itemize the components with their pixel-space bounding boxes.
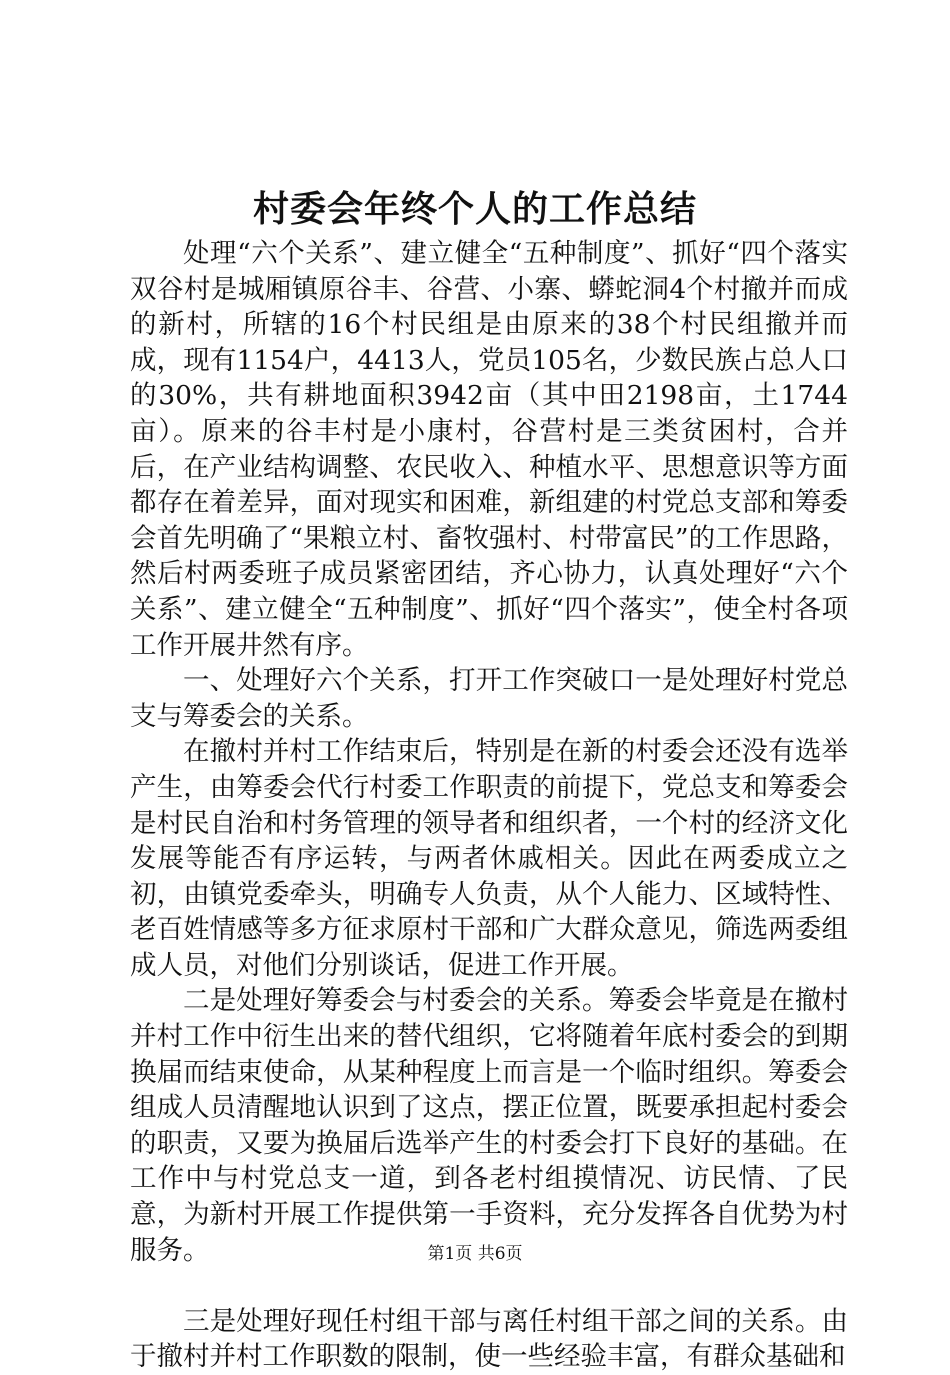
paragraph-cadre-relations: 三是处理好现任村组干部与离任村组干部之间的关系。由于撤村并村工作职数的限制，使一些经验丰富，有群众基础和 — [130, 1305, 848, 1373]
paragraph-committee-relations: 二是处理好筹委会与村委会的关系。筹委会毕竟是在撤村并村工作中衍生出来的替代组织，它将随着年底村委会的到期换届而结束使命，从某种程度上而言是一个临时组织。筹委会组成人员清醒地认识到了这点，摆正位置，既要承担起村委会的职责，又要为换届后选举产生的村委会打下良好的基础。在工作中与村党总支一道，到各老村组摸情况、访民情、了民意，为新村开展工作提供第一手资料，充分发挥各自优势为村服务。 — [130, 985, 848, 1266]
page-indicator: 第1页 共6页 — [427, 1244, 523, 1264]
document-title: 村委会年终个人的工作总结 — [252, 188, 697, 230]
paragraph-section-one: 一、处理好六个关系，打开工作突破口一是处理好村党总支与筹委会的关系。 — [130, 665, 848, 732]
paragraph-intro: 处理“六个关系”、建立健全“五种制度”、抓好“四个落实双谷村是城厢镇原谷丰、谷营、小寨、蟒蛇洞4个村撤并而成的新村，所辖的16个村民组是由原来的38个村民组撤并而成，现有1154户，4413人，党员105名，少数民族占总人口的30%，共有耕地面积3942亩（其中田2198亩，土1744亩）。原来的谷丰村是小康村，谷营村是三类贫困村，合并后，在产业结构调整、农民收入、种植水平、思想意识等方面都存在着差异，面对现实和困难，新组建的村党总支部和筹委会首先明确了“果粮立村、畜牧强村、村带富民”的工作思路，然后村两委班子成员紧密团结，齐心协力，认真处理好“六个关系”、建立健全“五种制度”、抓好“四个落实”，使全村各项工作开展井然有序。 — [130, 238, 848, 661]
document-body — [130, 236, 848, 1375]
paragraph-party-and-committee: 在撤村并村工作结束后，特别是在新的村委会还没有选举产生，由筹委会代行村委工作职责的前提下，党总支和筹委会是村民自治和村务管理的领导者和组织者，一个村的经济文化发展等能否有序运转，与两者休戚相关。因此在两委成立之初，由镇党委牵头，明确专人负责，从个人能力、区域特性、老百姓情感等多方征求原村干部和广大群众意见，筛选两委组成人员，对他们分别谈话，促进工作开展。 — [130, 736, 848, 981]
